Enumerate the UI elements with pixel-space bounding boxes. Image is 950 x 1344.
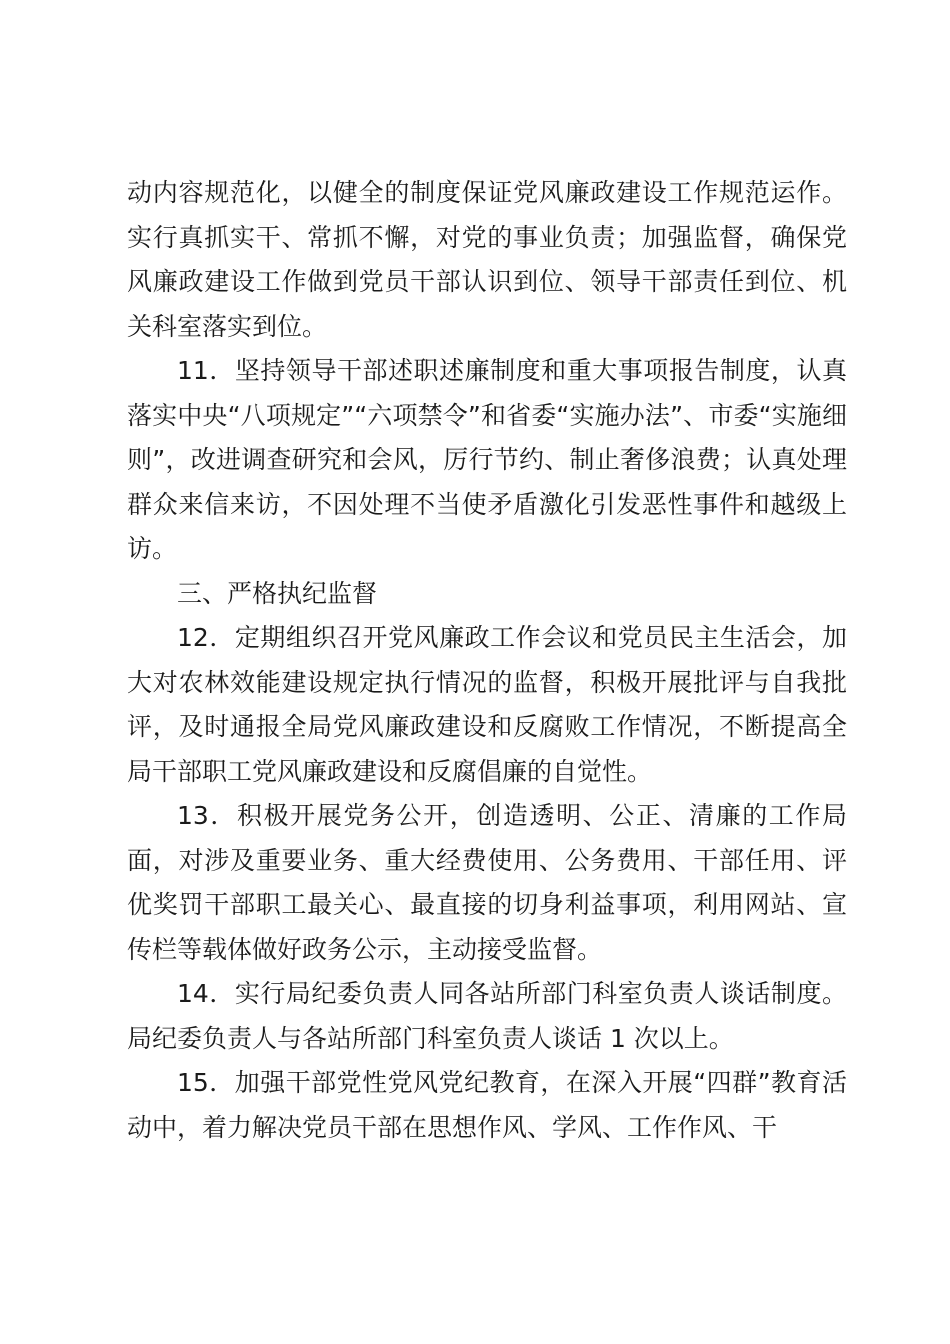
paragraph-item-15: 15．加强干部党性党风党纪教育，在深入开展“四群”教育活动中，着力解决党员干部在思想作风、学风、工作作风、干 bbox=[127, 1068, 847, 1142]
section-heading-3: 三、严格执纪监督 bbox=[177, 578, 378, 608]
paragraph-item-11: 11．坚持领导干部述职述廉制度和重大事项报告制度，认真落实中央“八项规定”“六项禁令”和省委“实施办法”、市委“实施细则”，改进调查研究和会风，厉行节约、制止奢侈浪费；认真处理群众来信来访，不因处理不当使矛盾激化引发恶性事件和越级上访。 bbox=[127, 356, 847, 563]
paragraph-continuation: 动内容规范化，以健全的制度保证党风廉政建设工作规范运作。实行真抓实干、常抓不懈，对党的事业负责；加强监督，确保党风廉政建设工作做到党员干部认识到位、领导干部责任到位、机关科室落实到位。 bbox=[127, 178, 847, 341]
document-body bbox=[127, 171, 847, 1150]
paragraph-item-14: 14．实行局纪委负责人同各站所部门科室负责人谈话制度。局纪委负责人与各站所部门科室负责人谈话 1 次以上。 bbox=[127, 979, 847, 1053]
paragraph-item-13: 13．积极开展党务公开，创造透明、公正、清廉的工作局面，对涉及重要业务、重大经费使用、公务费用、干部任用、评优奖罚干部职工最关心、最直接的切身利益事项，利用网站、宣传栏等载体做好政务公示，主动接受监督。 bbox=[127, 801, 847, 964]
paragraph-item-12: 12．定期组织召开党风廉政工作会议和党员民主生活会，加大对农林效能建设规定执行情况的监督，积极开展批评与自我批评，及时通报全局党风廉政建设和反腐败工作情况，不断提高全局干部职工党风廉政建设和反腐倡廉的自觉性。 bbox=[127, 623, 847, 786]
